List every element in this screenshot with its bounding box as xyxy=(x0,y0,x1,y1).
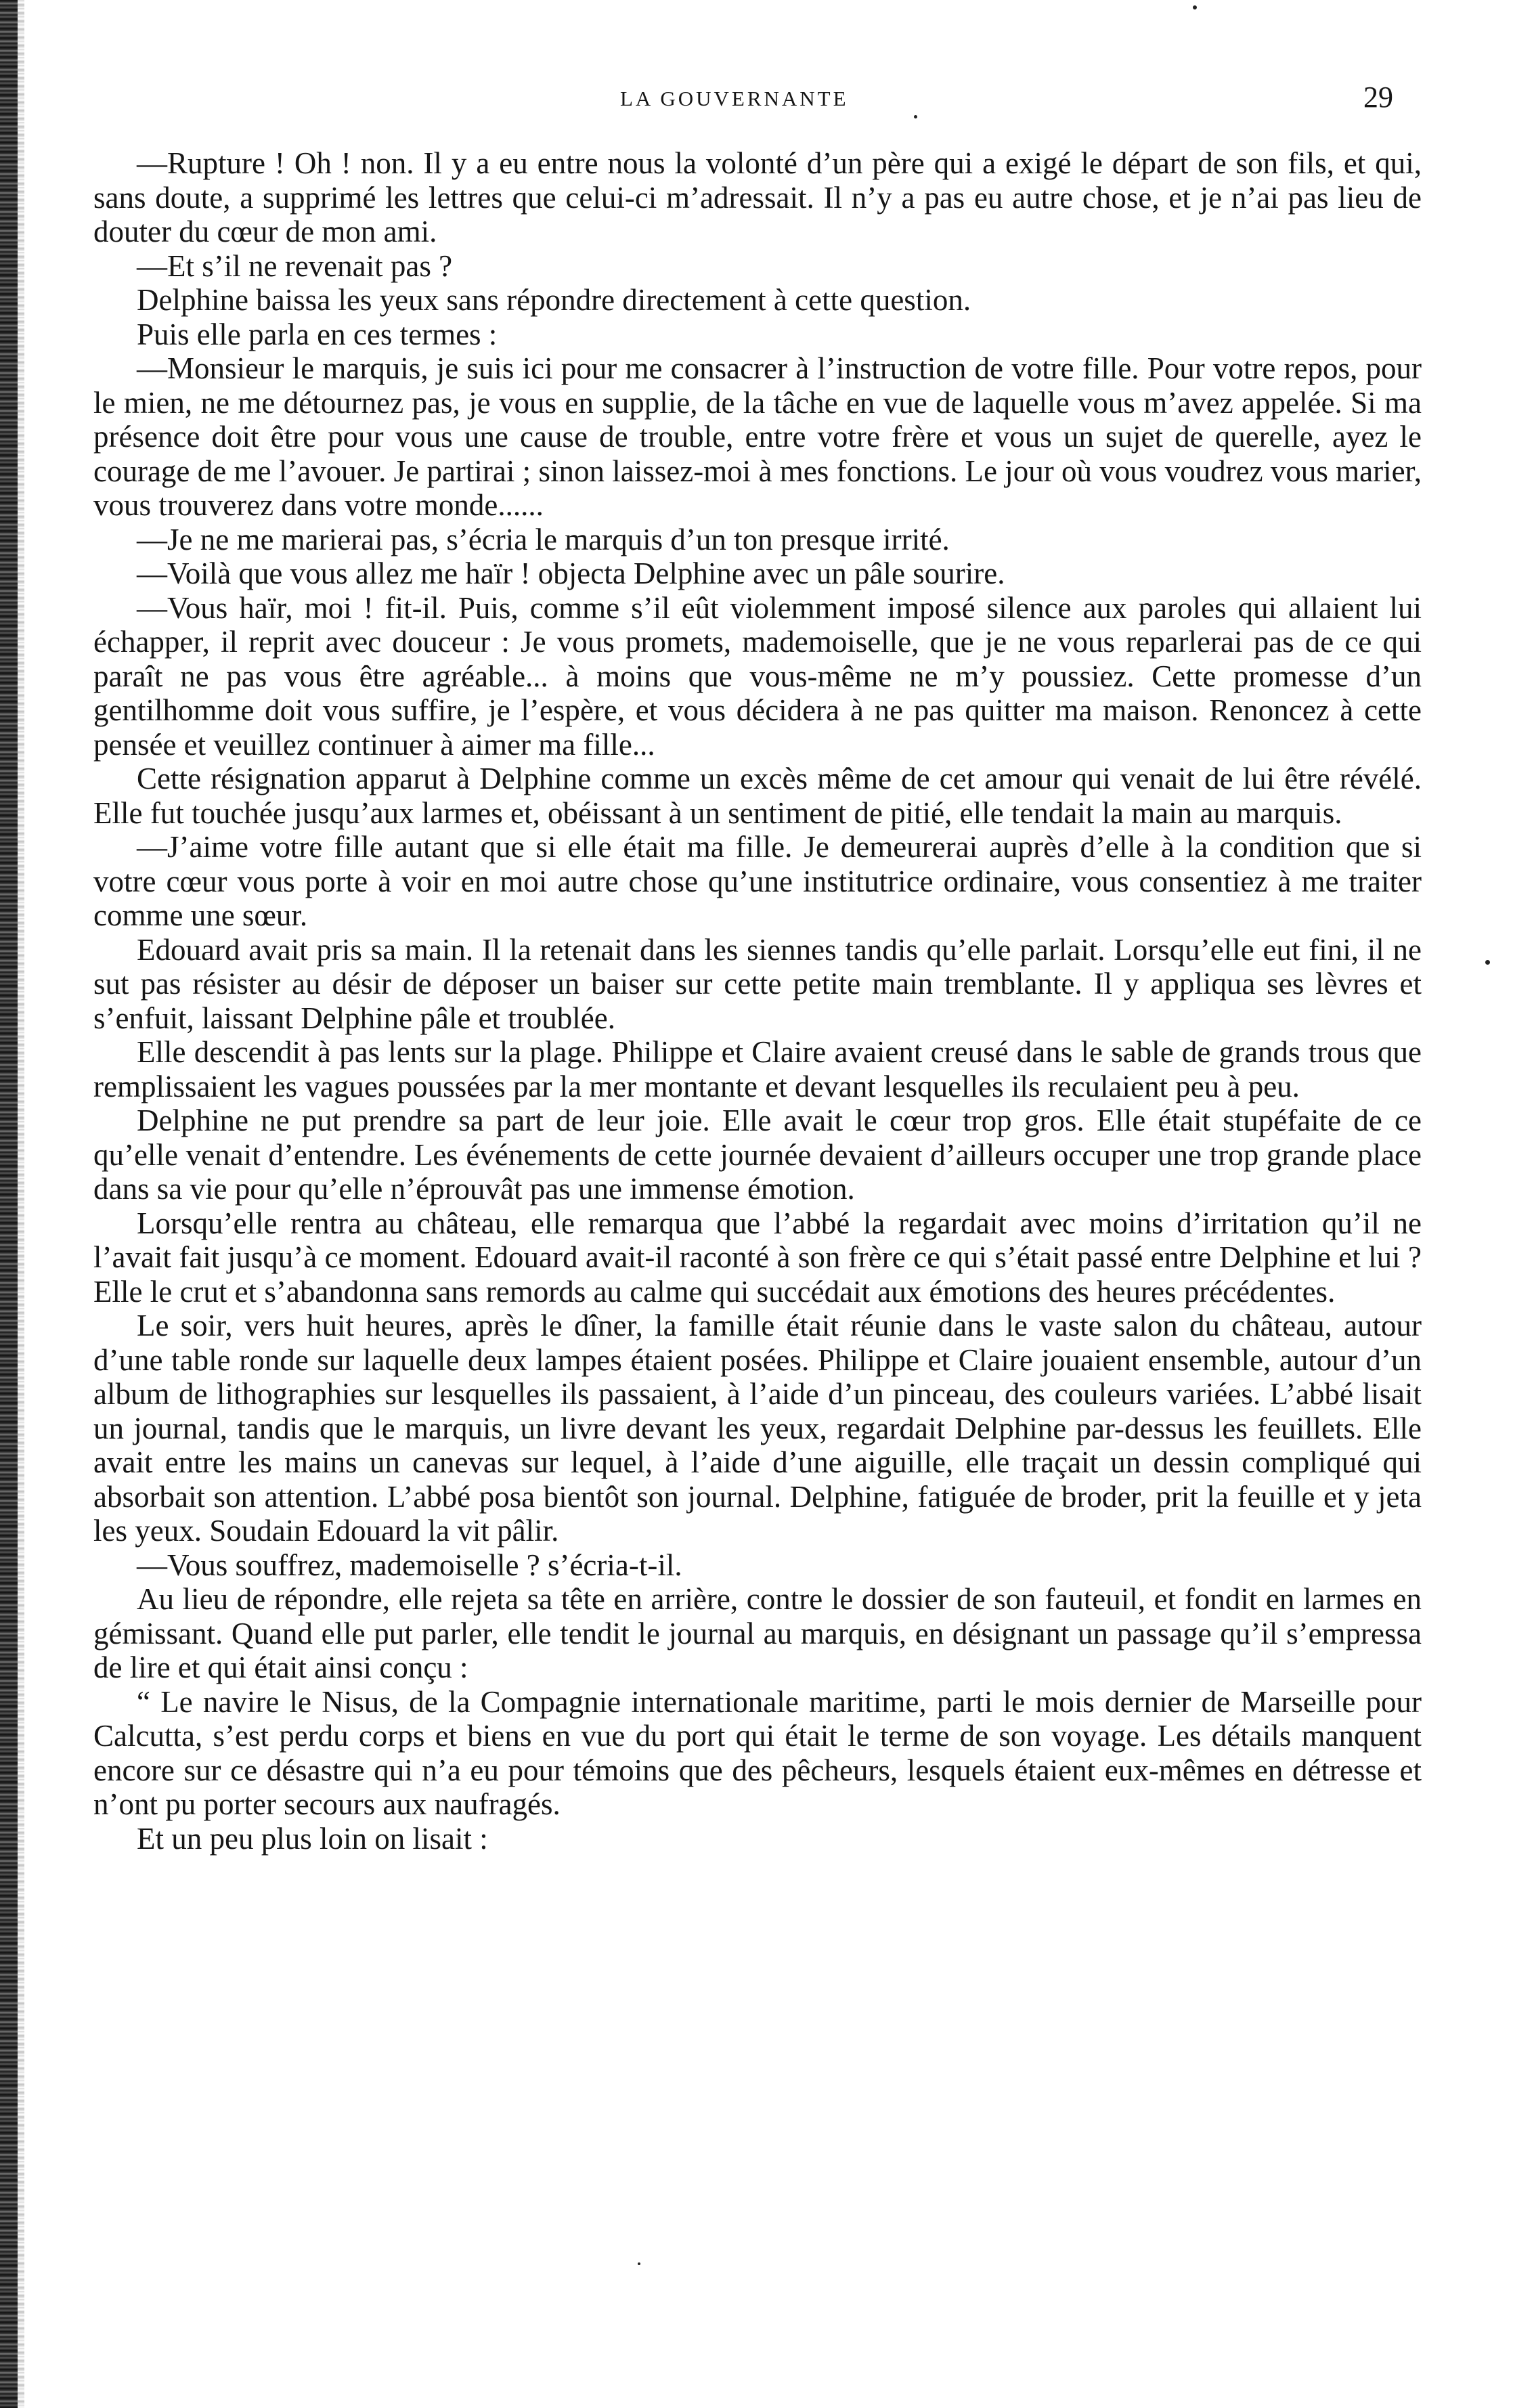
paragraph: Au lieu de répondre, elle rejeta sa tête en arrière, contre le dossier de son fauteuil, et fondit en larmes en gémissant. Quand elle put parler, elle tendit le journal au marquis, en désignant un passage qu’il s’empressa de lire et qui était ainsi conçu : xyxy=(93,1582,1422,1684)
paragraph: —Vous haïr, moi ! fit-il. Puis, comme s’il eût violemment imposé silence aux paroles qui allaient lui échapper, il reprit avec douceur : Je vous promets, mademoiselle, que je ne vous reparlerai pas de ce qui paraît ne pas vous être agréable... à moins que vous-même ne m’y poussiez. Cette promesse d’un gentilhomme doit vous suffire, je l’espère, et vous décidera à ne pas quitter ma maison. Renoncez à cette pensée et veuillez continuer à aimer ma fille... xyxy=(93,590,1422,762)
scan-binding-edge xyxy=(0,0,18,2408)
paragraph: —Vous souffrez, mademoiselle ? s’écria-t-il. xyxy=(137,1548,682,1582)
paragraph: —Et s’il ne revenait pas ? xyxy=(137,248,453,283)
paragraph: Elle descendit à pas lents sur la plage. Philippe et Claire avaient creusé dans le sable de grands trous que remplissaient les vagues poussées par la mer montante et devant lesquelles ils reculaient peu à peu. xyxy=(93,1035,1422,1103)
paragraph: Cette résignation apparut à Delphine comme un excès même de cet amour qui venait de lui être révélé. Elle fut touchée jusqu’aux larmes et, obéissant à un sentiment de pitié, elle tendait la main au marquis. xyxy=(93,762,1422,830)
quoted-news-paragraph: “ Le navire le Nisus, de la Compagnie internationale maritime, parti le mois dernier de Marseille pour Calcutta, s’est perdu corps et biens en vue du port qui était le terme de son voyage. Les détails manquent encore sur ce désastre qui n’a eu pour témoins que des pêcheurs, lesquels étaient eux-mêmes en détresse et n’ont pu porter secours aux naufragés. xyxy=(93,1684,1422,1821)
paragraph: —Je ne me marierai pas, s’écria le marquis d’un ton presque irrité. xyxy=(137,522,950,556)
paragraph: —J’aime votre fille autant que si elle était ma fille. Je demeurerai auprès d’elle à la condition que si votre cœur vous porte à voir en moi autre chose qu’une institutrice ordinaire, vous consentiez à me traiter comme une sœur. xyxy=(93,830,1422,932)
paragraph: —Rupture ! Oh ! non. Il y a eu entre nous la volonté d’un père qui a exigé le départ de son fils, et qui, sans doute, a supprimé les lettres que celui-ci m’adressait. Il n’y a pas eu autre chose, et je n’ai pas lieu de douter du cœur de mon ami. xyxy=(93,146,1422,248)
paragraph: —Monsieur le marquis, je suis ici pour me consacrer à l’instruction de votre fille. Pour votre repos, pour le mien, ne me détournez pas, je vous en supplie, de la tâche en vue de laquelle vous m’avez appelée. Si ma présence doit être pour vous une cause de trouble, entre votre frère et vous un sujet de querelle, ayez le courage de me l’avouer. Je partirai ; sinon laissez-moi à mes fonctions. Le jour où vous voudrez vous marier, vous trouverez dans votre monde...... xyxy=(93,351,1422,522)
paragraph: Lorsqu’elle rentra au château, elle remarqua que l’abbé la regardait avec moins d’irritation qu’il ne l’avait fait jusqu’à ce moment. Edouard avait-il raconté à son frère ce qui s’était passé entre Delphine et lui ? Elle le crut et s’abandonna sans remords au calme qui succédait aux émotions des heures précédentes. xyxy=(93,1206,1422,1309)
ink-speck xyxy=(1193,5,1197,9)
ink-speck xyxy=(914,115,917,118)
page-number: 29 xyxy=(1363,81,1393,114)
paragraph: Delphine ne put prendre sa part de leur joie. Elle avait le cœur trop gros. Elle était stupéfaite de ce qu’elle venait d’entendre. Les événements de cette journée devaient d’ailleurs occuper une trop grande place dans sa vie pour qu’elle n’éprouvât pas une immense émotion. xyxy=(93,1103,1422,1206)
running-title: LA GOUVERNANTE xyxy=(620,87,849,110)
paragraph: Edouard avait pris sa main. Il la retenait dans les siennes tandis qu’elle parlait. Lorsqu’elle eut fini, il ne sut pas résister au désir de déposer un baiser sur cette petite main tremblante. Il y appliqua ses lèvres et s’enfuit, laissant Delphine pâle et troublée. xyxy=(93,932,1422,1035)
paragraph: Puis elle parla en ces termes : xyxy=(137,317,498,351)
paragraph: Le soir, vers huit heures, après le dîner, la famille était réunie dans le vaste salon du château, autour d’une table ronde sur laquelle deux lampes étaient posées. Philippe et Claire jouaient ensemble, autour d’un album de lithographies sur lesquelles ils passaient, à l’aide d’un pinceau, des couleurs variées. L’abbé lisait un journal, tandis que le marquis, un livre devant les yeux, regardait Delphine par-dessus les feuillets. Elle avait entre les mains un canevas sur lequel, à l’aide d’une aiguille, elle traçait un dessin compliqué qui absorbait son attention. L’abbé posa bientôt son journal. Delphine, fatiguée de broder, prit la feuille et y jeta les yeux. Soudain Edouard la vit pâlir. xyxy=(93,1309,1422,1548)
page-body xyxy=(93,146,1422,1856)
ink-speck xyxy=(1485,960,1490,965)
paragraph: Delphine baissa les yeux sans répondre directement à cette question. xyxy=(137,283,971,317)
paragraph: —Voilà que vous allez me haïr ! objecta Delphine avec un pâle sourire. xyxy=(137,556,1005,590)
running-head xyxy=(0,80,1513,121)
ink-speck xyxy=(638,2262,640,2265)
scan-binding-shadow xyxy=(18,0,24,2408)
paragraph: Et un peu plus loin on lisait : xyxy=(137,1821,488,1856)
